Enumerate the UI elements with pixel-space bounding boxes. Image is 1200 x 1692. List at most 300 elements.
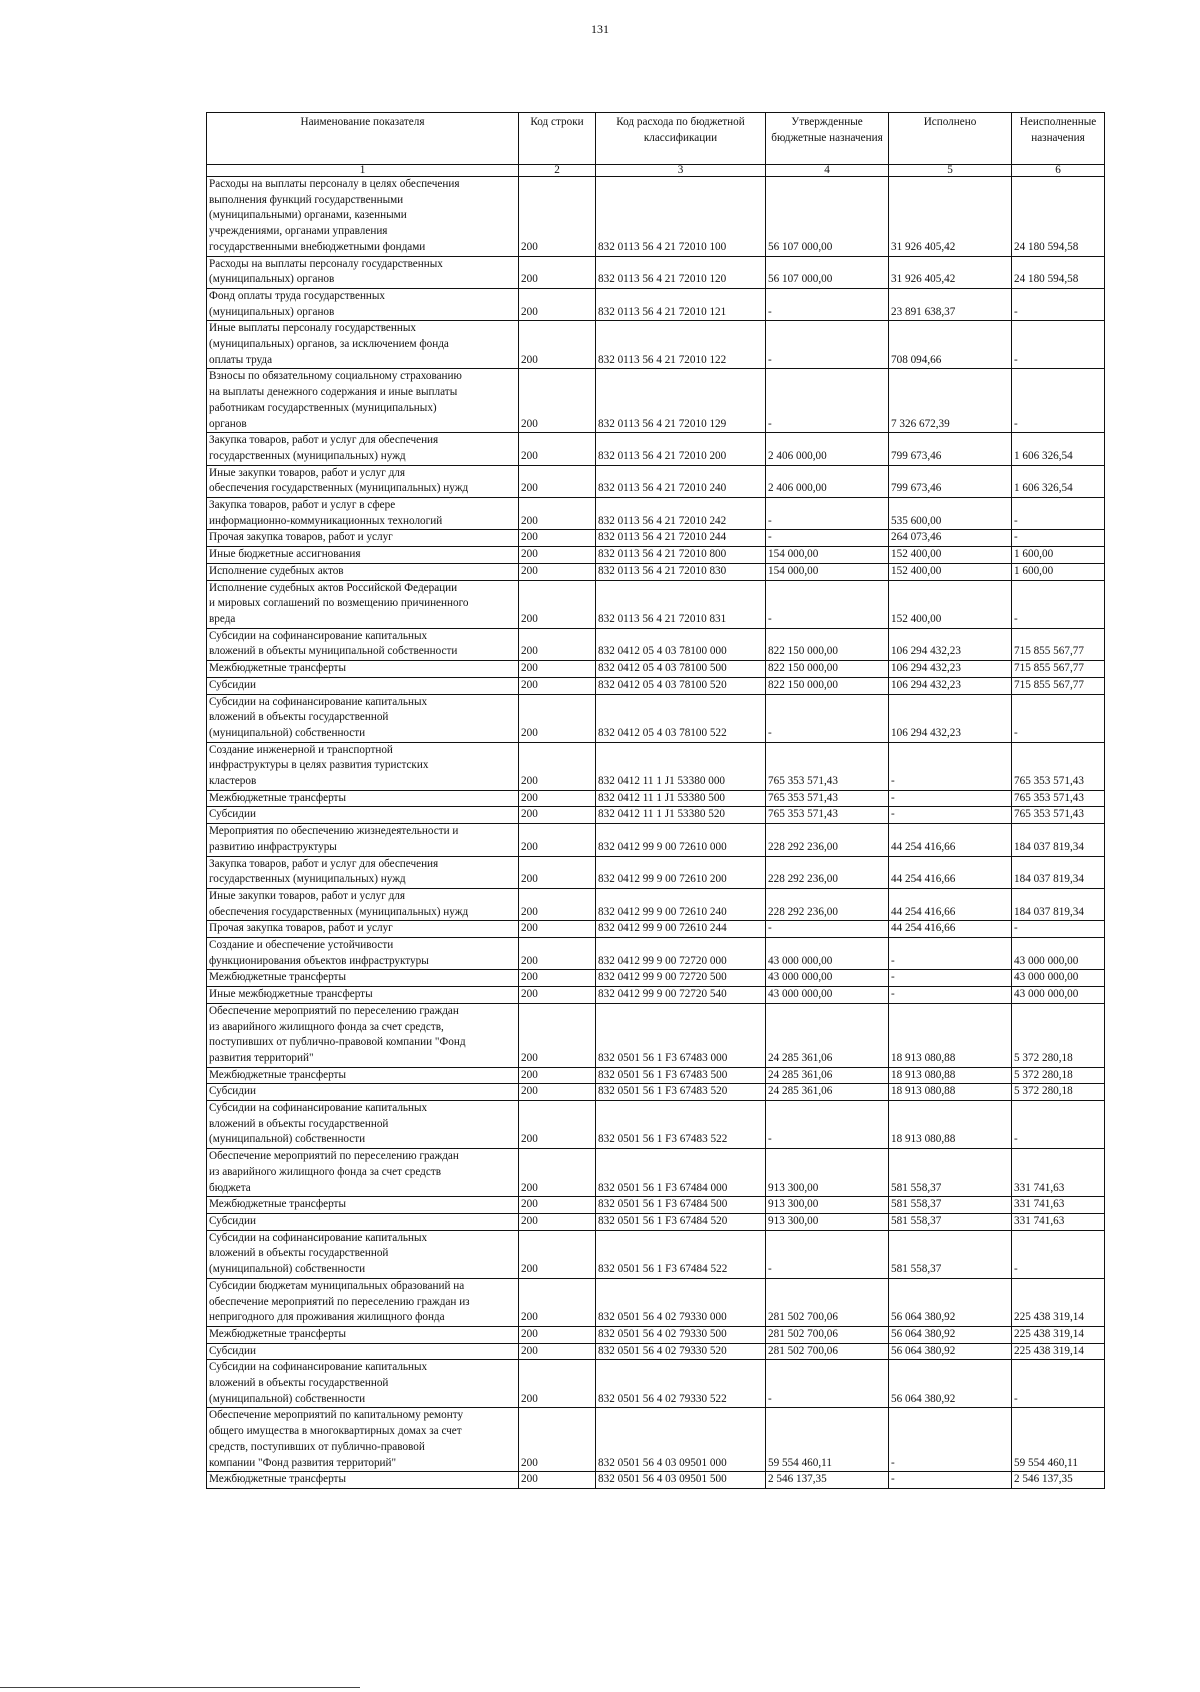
remaining-amount-cell: 1 600,00 (1012, 547, 1105, 564)
remaining-amount-cell: 331 741,63 (1012, 1214, 1105, 1231)
budget-code-cell: 832 0113 56 4 21 72010 100 (596, 177, 766, 257)
column-number: 2 (519, 165, 596, 177)
line-code-cell: 200 (519, 1278, 596, 1326)
indicator-name-cell (207, 1326, 519, 1343)
budget-code-cell: 832 0113 56 4 21 72010 800 (596, 547, 766, 564)
indicator-name-cell (207, 465, 519, 497)
executed-amount-cell: 708 094,66 (889, 321, 1012, 369)
approved-amount-cell: 228 292 236,00 (766, 856, 889, 888)
indicator-name-line: (муниципальными) органами, казенными (209, 209, 407, 222)
column-header-name: Наименование показателя (207, 113, 519, 165)
executed-amount-cell: 18 913 080,88 (889, 1101, 1012, 1149)
table-row (207, 1197, 1105, 1214)
budget-code-cell: 832 0501 56 1 F3 67484 520 (596, 1214, 766, 1231)
budget-code-cell: 832 0412 99 9 00 72610 240 (596, 888, 766, 920)
line-code-cell: 200 (519, 1214, 596, 1231)
indicator-name-line: государственными внебюджетными фондами (209, 240, 426, 253)
table-row (207, 1214, 1105, 1231)
table-row (207, 256, 1105, 288)
indicator-name-line: Создание инженерной и транспортной (209, 743, 393, 756)
budget-code-cell: 832 0501 56 4 03 09501 000 (596, 1408, 766, 1472)
remaining-amount-cell: 5 372 280,18 (1012, 1084, 1105, 1101)
column-header-approved: Утвержденные бюджетные назначения (766, 113, 889, 165)
budget-code-cell: 832 0501 56 1 F3 67484 522 (596, 1230, 766, 1278)
executed-amount-cell: - (889, 938, 1012, 970)
table-row (207, 807, 1105, 824)
remaining-amount-cell: 765 353 571,43 (1012, 807, 1105, 824)
indicator-name-line: государственных (муниципальных) нужд (209, 449, 406, 462)
indicator-name-line: Межбюджетные трансферты (209, 1198, 346, 1211)
indicator-name-line: компании "Фонд развития территорий" (209, 1456, 397, 1469)
line-code-cell: 200 (519, 177, 596, 257)
indicator-name-line: Прочая закупка товаров, работ и услуг (209, 922, 393, 935)
executed-amount-cell: 799 673,46 (889, 433, 1012, 465)
remaining-amount-cell: 184 037 819,34 (1012, 824, 1105, 856)
table-row (207, 369, 1105, 433)
approved-amount-cell: 43 000 000,00 (766, 987, 889, 1004)
table-row (207, 563, 1105, 580)
executed-amount-cell: 106 294 432,23 (889, 661, 1012, 678)
executed-amount-cell: - (889, 742, 1012, 790)
table-row (207, 1003, 1105, 1067)
indicator-name-line: Создание и обеспечение устойчивости (209, 939, 394, 952)
indicator-name-cell (207, 1101, 519, 1149)
approved-amount-cell: - (766, 1360, 889, 1408)
indicator-name-line: органов (209, 417, 247, 430)
indicator-name-line: (муниципальной) собственности (209, 1392, 366, 1405)
indicator-name-line: Межбюджетные трансферты (209, 1473, 346, 1486)
executed-amount-cell: 18 913 080,88 (889, 1067, 1012, 1084)
executed-amount-cell: 44 254 416,66 (889, 856, 1012, 888)
executed-amount-cell: 581 558,37 (889, 1197, 1012, 1214)
executed-amount-cell: 56 064 380,92 (889, 1360, 1012, 1408)
budget-code-cell: 832 0113 56 4 21 72010 240 (596, 465, 766, 497)
indicator-name-line: Иные выплаты персоналу государственных (209, 322, 416, 335)
remaining-amount-cell: - (1012, 921, 1105, 938)
indicator-name-line: и мировых соглашений по возмещению причиненного (209, 597, 469, 610)
table-row (207, 580, 1105, 628)
executed-amount-cell: 106 294 432,23 (889, 628, 1012, 660)
indicator-name-line: обеспечения государственных (муниципальных) нужд (209, 482, 469, 495)
indicator-name-cell (207, 742, 519, 790)
table-row (207, 970, 1105, 987)
table-row (207, 888, 1105, 920)
table-header-row (207, 113, 1105, 165)
budget-code-cell: 832 0501 56 1 F3 67484 500 (596, 1197, 766, 1214)
remaining-amount-cell: - (1012, 288, 1105, 320)
indicator-name-line: из аварийного жилищного фонда за счет средств (209, 1165, 441, 1178)
executed-amount-cell: 152 400,00 (889, 547, 1012, 564)
approved-amount-cell: 2 406 000,00 (766, 465, 889, 497)
indicator-name-line: обеспечения государственных (муниципальных) нужд (209, 905, 469, 918)
executed-amount-cell: 31 926 405,42 (889, 256, 1012, 288)
indicator-name-cell (207, 1230, 519, 1278)
indicator-name-line: функционирования объектов инфраструктуры (209, 954, 429, 967)
indicator-name-line: вложений в объекты государственной (209, 711, 389, 724)
remaining-amount-cell: - (1012, 1360, 1105, 1408)
approved-amount-cell: 822 150 000,00 (766, 661, 889, 678)
indicator-name-line: Субсидии на софинансирование капитальных (209, 1231, 428, 1244)
indicator-name-cell (207, 1278, 519, 1326)
approved-amount-cell: 765 353 571,43 (766, 790, 889, 807)
indicator-name-cell (207, 987, 519, 1004)
indicator-name-line: Исполнение судебных актов Российской Федерации (209, 581, 458, 594)
table-row (207, 628, 1105, 660)
table-row (207, 677, 1105, 694)
approved-amount-cell: 228 292 236,00 (766, 824, 889, 856)
line-code-cell: 200 (519, 547, 596, 564)
indicator-name-line: Закупка товаров, работ и услуг для обеспечения (209, 857, 439, 870)
table-row (207, 1084, 1105, 1101)
approved-amount-cell: - (766, 369, 889, 433)
remaining-amount-cell: 765 353 571,43 (1012, 742, 1105, 790)
indicator-name-line: поступивших от публично-правовой компании "Фонд (209, 1036, 466, 1049)
indicator-name-cell (207, 563, 519, 580)
remaining-amount-cell: 43 000 000,00 (1012, 987, 1105, 1004)
approved-amount-cell: 2 406 000,00 (766, 433, 889, 465)
executed-amount-cell: - (889, 790, 1012, 807)
column-header-line-code: Код строки (519, 113, 596, 165)
executed-amount-cell: 581 558,37 (889, 1149, 1012, 1197)
indicator-name-cell (207, 807, 519, 824)
table-row (207, 694, 1105, 742)
indicator-name-line: развитию инфраструктуры (209, 840, 337, 853)
remaining-amount-cell: - (1012, 369, 1105, 433)
executed-amount-cell: 7 326 672,39 (889, 369, 1012, 433)
approved-amount-cell: 765 353 571,43 (766, 742, 889, 790)
remaining-amount-cell: 225 438 319,14 (1012, 1278, 1105, 1326)
indicator-name-cell (207, 1067, 519, 1084)
budget-code-cell: 832 0412 11 1 J1 53380 000 (596, 742, 766, 790)
indicator-name-cell (207, 530, 519, 547)
indicator-name-cell (207, 369, 519, 433)
indicator-name-line: Расходы на выплаты персоналу в целях обеспечения (209, 178, 460, 190)
indicator-name-line: Субсидии на софинансирование капитальных (209, 629, 428, 642)
indicator-name-line: Субсидии (209, 808, 256, 821)
line-code-cell: 200 (519, 1149, 596, 1197)
line-code-cell: 200 (519, 856, 596, 888)
budget-code-cell: 832 0501 56 1 F3 67483 500 (596, 1067, 766, 1084)
budget-code-cell: 832 0113 56 4 21 72010 830 (596, 563, 766, 580)
table-row (207, 987, 1105, 1004)
budget-code-cell: 832 0501 56 4 02 79330 522 (596, 1360, 766, 1408)
executed-amount-cell: - (889, 987, 1012, 1004)
indicator-name-line: Межбюджетные трансферты (209, 791, 346, 804)
indicator-name-line: Расходы на выплаты персоналу государственных (209, 257, 443, 270)
table-row (207, 938, 1105, 970)
indicator-name-line: Субсидии бюджетам муниципальных образований на (209, 1279, 465, 1292)
remaining-amount-cell: - (1012, 321, 1105, 369)
table-row (207, 547, 1105, 564)
indicator-name-line: Прочая закупка товаров, работ и услуг (209, 531, 393, 544)
indicator-name-line: вложений в объекты государственной (209, 1247, 389, 1260)
indicator-name-line: Субсидии на софинансирование капитальных (209, 1361, 428, 1374)
indicator-name-line: Взносы по обязательному социальному страхованию (209, 370, 462, 383)
remaining-amount-cell: 331 741,63 (1012, 1197, 1105, 1214)
remaining-amount-cell: - (1012, 1101, 1105, 1149)
remaining-amount-cell: 715 855 567,77 (1012, 661, 1105, 678)
line-code-cell: 200 (519, 530, 596, 547)
budget-code-cell: 832 0412 05 4 03 78100 522 (596, 694, 766, 742)
approved-amount-cell: 154 000,00 (766, 563, 889, 580)
indicator-name-line: (муниципальных) органов, за исключением фонда (209, 338, 449, 351)
approved-amount-cell: 43 000 000,00 (766, 938, 889, 970)
remaining-amount-cell: 1 600,00 (1012, 563, 1105, 580)
line-code-cell: 200 (519, 742, 596, 790)
line-code-cell: 200 (519, 1343, 596, 1360)
line-code-cell: 200 (519, 921, 596, 938)
line-code-cell: 200 (519, 1408, 596, 1472)
approved-amount-cell: - (766, 921, 889, 938)
executed-amount-cell: 44 254 416,66 (889, 824, 1012, 856)
column-number-row (207, 165, 1105, 177)
line-code-cell: 200 (519, 563, 596, 580)
executed-amount-cell: 799 673,46 (889, 465, 1012, 497)
executed-amount-cell: 56 064 380,92 (889, 1343, 1012, 1360)
indicator-name-line: Мероприятия по обеспечению жизнедеятельности и (209, 825, 459, 838)
indicator-name-line: (муниципальной) собственности (209, 726, 366, 739)
indicator-name-cell (207, 1214, 519, 1231)
indicator-name-line: Субсидии (209, 678, 256, 691)
indicator-name-line: Субсидии на софинансирование капитальных (209, 1102, 428, 1115)
indicator-name-cell (207, 790, 519, 807)
indicator-name-line: развития территорий" (209, 1051, 314, 1064)
budget-code-cell: 832 0501 56 1 F3 67484 000 (596, 1149, 766, 1197)
indicator-name-line: Иные закупки товаров, работ и услуг для (209, 466, 406, 479)
indicator-name-line: (муниципальной) собственности (209, 1133, 366, 1146)
executed-amount-cell: 18 913 080,88 (889, 1084, 1012, 1101)
line-code-cell: 200 (519, 677, 596, 694)
table-row (207, 856, 1105, 888)
executed-amount-cell: 581 558,37 (889, 1214, 1012, 1231)
budget-code-cell: 832 0113 56 4 21 72010 242 (596, 498, 766, 530)
line-code-cell: 200 (519, 970, 596, 987)
table-row (207, 790, 1105, 807)
line-code-cell: 200 (519, 987, 596, 1004)
indicator-name-cell (207, 938, 519, 970)
indicator-name-line: Межбюджетные трансферты (209, 662, 346, 675)
line-code-cell: 200 (519, 321, 596, 369)
indicator-name-cell (207, 433, 519, 465)
indicator-name-cell (207, 1084, 519, 1101)
remaining-amount-cell: 24 180 594,58 (1012, 256, 1105, 288)
indicator-name-line: вложений в объекты муниципальной собственности (209, 645, 458, 658)
approved-amount-cell: 228 292 236,00 (766, 888, 889, 920)
indicator-name-cell (207, 256, 519, 288)
budget-code-cell: 832 0412 05 4 03 78100 500 (596, 661, 766, 678)
indicator-name-line: Субсидии (209, 1085, 256, 1098)
budget-code-cell: 832 0501 56 4 02 79330 500 (596, 1326, 766, 1343)
indicator-name-cell (207, 824, 519, 856)
indicator-name-cell (207, 1149, 519, 1197)
approved-amount-cell: 822 150 000,00 (766, 628, 889, 660)
approved-amount-cell: 822 150 000,00 (766, 677, 889, 694)
indicator-name-line: кластеров (209, 775, 257, 788)
indicator-name-cell (207, 970, 519, 987)
table-row (207, 921, 1105, 938)
indicator-name-cell (207, 856, 519, 888)
remaining-amount-cell: - (1012, 694, 1105, 742)
table-row (207, 1343, 1105, 1360)
line-code-cell: 200 (519, 369, 596, 433)
table-row (207, 1230, 1105, 1278)
indicator-name-cell (207, 1360, 519, 1408)
executed-amount-cell: 264 073,46 (889, 530, 1012, 547)
executed-amount-cell: 31 926 405,42 (889, 177, 1012, 257)
budget-code-cell: 832 0113 56 4 21 72010 121 (596, 288, 766, 320)
approved-amount-cell: 2 546 137,35 (766, 1472, 889, 1489)
remaining-amount-cell: 225 438 319,14 (1012, 1343, 1105, 1360)
budget-code-cell: 832 0412 99 9 00 72720 500 (596, 970, 766, 987)
table-row (207, 1101, 1105, 1149)
approved-amount-cell: 913 300,00 (766, 1214, 889, 1231)
budget-execution-table (206, 112, 1105, 1489)
approved-amount-cell: - (766, 1101, 889, 1149)
column-number: 6 (1012, 165, 1105, 177)
table-row (207, 177, 1105, 257)
table-body (207, 177, 1105, 1489)
indicator-name-line: Межбюджетные трансферты (209, 1068, 346, 1081)
indicator-name-line: Обеспечение мероприятий по переселению граждан (209, 1150, 459, 1163)
table-row (207, 1326, 1105, 1343)
approved-amount-cell: 281 502 700,06 (766, 1278, 889, 1326)
indicator-name-line: Субсидии (209, 1344, 256, 1357)
executed-amount-cell: 56 064 380,92 (889, 1326, 1012, 1343)
indicator-name-line: вложений в объекты государственной (209, 1117, 389, 1130)
executed-amount-cell: - (889, 1408, 1012, 1472)
indicator-name-line: (муниципальной) собственности (209, 1263, 366, 1276)
indicator-name-line: работникам государственных (муниципальных) (209, 401, 437, 414)
approved-amount-cell: 154 000,00 (766, 547, 889, 564)
line-code-cell: 200 (519, 256, 596, 288)
approved-amount-cell: 24 285 361,06 (766, 1067, 889, 1084)
indicator-name-line: Межбюджетные трансферты (209, 1327, 346, 1340)
table-row (207, 498, 1105, 530)
budget-code-cell: 832 0501 56 4 02 79330 520 (596, 1343, 766, 1360)
budget-code-cell: 832 0412 99 9 00 72610 244 (596, 921, 766, 938)
budget-code-cell: 832 0113 56 4 21 72010 831 (596, 580, 766, 628)
executed-amount-cell: 23 891 638,37 (889, 288, 1012, 320)
approved-amount-cell: 59 554 460,11 (766, 1408, 889, 1472)
indicator-name-line: Закупка товаров, работ и услуг для обеспечения (209, 434, 439, 447)
indicator-name-line: Межбюджетные трансферты (209, 971, 346, 984)
remaining-amount-cell: 43 000 000,00 (1012, 970, 1105, 987)
remaining-amount-cell: 59 554 460,11 (1012, 1408, 1105, 1472)
line-code-cell: 200 (519, 938, 596, 970)
line-code-cell: 200 (519, 628, 596, 660)
executed-amount-cell: - (889, 1472, 1012, 1489)
table-row (207, 1067, 1105, 1084)
remaining-amount-cell: - (1012, 580, 1105, 628)
executed-amount-cell: 152 400,00 (889, 580, 1012, 628)
indicator-name-line: информационно-коммуникационных технологий (209, 514, 443, 527)
indicator-name-line: вложений в объекты государственной (209, 1377, 389, 1390)
indicator-name-line: вреда (209, 612, 236, 625)
line-code-cell: 200 (519, 1197, 596, 1214)
budget-code-cell: 832 0412 99 9 00 72610 200 (596, 856, 766, 888)
indicator-name-cell (207, 888, 519, 920)
line-code-cell: 200 (519, 1003, 596, 1067)
approved-amount-cell: 913 300,00 (766, 1197, 889, 1214)
remaining-amount-cell: - (1012, 498, 1105, 530)
approved-amount-cell: 43 000 000,00 (766, 970, 889, 987)
line-code-cell: 200 (519, 580, 596, 628)
indicator-name-line: государственных (муниципальных) нужд (209, 873, 406, 886)
indicator-name-line: Фонд оплаты труда государственных (209, 289, 386, 302)
approved-amount-cell: 56 107 000,00 (766, 256, 889, 288)
table-row (207, 1278, 1105, 1326)
column-header-budget-code: Код расхода по бюджетной классификации (596, 113, 766, 165)
line-code-cell: 200 (519, 288, 596, 320)
indicator-name-line: обеспечение мероприятий по переселению граждан из (209, 1295, 470, 1308)
executed-amount-cell: 535 600,00 (889, 498, 1012, 530)
executed-amount-cell: 18 913 080,88 (889, 1003, 1012, 1067)
indicator-name-cell (207, 628, 519, 660)
approved-amount-cell: 24 285 361,06 (766, 1003, 889, 1067)
remaining-amount-cell: 715 855 567,77 (1012, 677, 1105, 694)
remaining-amount-cell: - (1012, 1230, 1105, 1278)
table-row (207, 661, 1105, 678)
line-code-cell: 200 (519, 498, 596, 530)
executed-amount-cell: 581 558,37 (889, 1230, 1012, 1278)
indicator-name-line: выполнения функций государственными (209, 193, 404, 206)
remaining-amount-cell: 184 037 819,34 (1012, 856, 1105, 888)
table-row (207, 742, 1105, 790)
indicator-name-line: учреждениями, органами управления (209, 225, 388, 238)
line-code-cell: 200 (519, 1326, 596, 1343)
budget-code-cell: 832 0501 56 4 03 09501 500 (596, 1472, 766, 1489)
executed-amount-cell: 106 294 432,23 (889, 694, 1012, 742)
remaining-amount-cell: 184 037 819,34 (1012, 888, 1105, 920)
indicator-name-cell (207, 921, 519, 938)
indicator-name-cell (207, 661, 519, 678)
line-code-cell: 200 (519, 1084, 596, 1101)
indicator-name-cell (207, 1472, 519, 1489)
indicator-name-cell (207, 1003, 519, 1067)
indicator-name-line: Иные закупки товаров, работ и услуг для (209, 889, 406, 902)
indicator-name-cell (207, 321, 519, 369)
indicator-name-line: (муниципальных) органов (209, 305, 335, 318)
approved-amount-cell: 56 107 000,00 (766, 177, 889, 257)
budget-code-cell: 832 0412 99 9 00 72720 540 (596, 987, 766, 1004)
approved-amount-cell: 24 285 361,06 (766, 1084, 889, 1101)
indicator-name-cell (207, 1343, 519, 1360)
table-row (207, 1149, 1105, 1197)
approved-amount-cell: - (766, 498, 889, 530)
indicator-name-line: общего имущества в многоквартирных домах за счет (209, 1425, 462, 1438)
budget-code-cell: 832 0412 99 9 00 72720 000 (596, 938, 766, 970)
budget-code-cell: 832 0113 56 4 21 72010 244 (596, 530, 766, 547)
indicator-name-cell (207, 177, 519, 257)
indicator-name-line: бюджета (209, 1181, 251, 1194)
remaining-amount-cell: 5 372 280,18 (1012, 1003, 1105, 1067)
indicator-name-cell (207, 677, 519, 694)
indicator-name-line: на выплаты денежного содержания и иные выплаты (209, 386, 458, 399)
table-row (207, 1408, 1105, 1472)
approved-amount-cell: 765 353 571,43 (766, 807, 889, 824)
table-row (207, 288, 1105, 320)
remaining-amount-cell: 24 180 594,58 (1012, 177, 1105, 257)
remaining-amount-cell: 2 546 137,35 (1012, 1472, 1105, 1489)
line-code-cell: 200 (519, 1067, 596, 1084)
indicator-name-line: Иные межбюджетные трансферты (209, 988, 373, 1001)
indicator-name-line: инфраструктуры в целях развития туристских (209, 759, 429, 772)
indicator-name-cell (207, 1408, 519, 1472)
line-code-cell: 200 (519, 1360, 596, 1408)
line-code-cell: 200 (519, 1230, 596, 1278)
indicator-name-line: Иные бюджетные ассигнования (209, 548, 361, 561)
approved-amount-cell: - (766, 580, 889, 628)
